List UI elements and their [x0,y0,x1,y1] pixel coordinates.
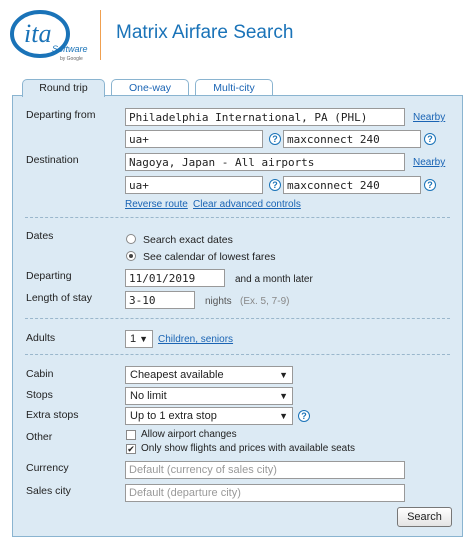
reverse-route-link[interactable]: Reverse route [125,199,188,210]
length-of-stay-example: (Ex. 5, 7-9) [240,296,290,307]
destination-label: Destination [26,154,79,166]
section-divider [25,354,450,355]
length-of-stay-unit: nights [205,296,232,307]
chevron-down-icon: ▼ [279,411,288,421]
available-seats-checkbox[interactable]: ✔ [127,444,135,454]
section-divider [25,318,450,319]
stops-select-value: No limit [130,390,167,402]
destination-connections-input[interactable] [283,176,421,194]
destination-carrier-help-icon[interactable]: ? [269,179,281,191]
currency-label: Currency [26,462,69,474]
cabin-select-value: Cheapest available [130,369,224,381]
tab-multi-city[interactable]: Multi-city [195,79,273,96]
sales-city-label: Sales city [26,485,71,497]
search-button[interactable]: Search [397,507,452,527]
chevron-down-icon: ▼ [139,334,148,344]
destination-nearby-link[interactable]: Nearby [413,157,446,168]
adults-select[interactable] [125,330,153,348]
departing-connections-input[interactable] [283,130,421,148]
allow-airport-changes-checkbox[interactable] [126,430,136,440]
length-of-stay-input[interactable] [125,291,195,309]
departing-carrier-help-icon[interactable]: ? [269,133,281,145]
destination-input[interactable] [125,153,405,171]
cabin-select[interactable] [125,366,293,384]
search-exact-dates-label: Search exact dates [143,234,233,246]
departing-from-label: Departing from [26,109,96,121]
allow-airport-changes-label: Allow airport changes [141,429,237,440]
chevron-down-icon: ▼ [279,391,288,401]
length-of-stay-label: Length of stay [26,292,92,304]
adults-select-value: 1 [130,333,137,345]
sales-city-input[interactable] [125,484,405,502]
departing-from-input[interactable] [125,108,405,126]
available-seats-label: Only show flights and prices with available seats [141,443,355,454]
header-divider [100,10,101,60]
ita-software-logo [8,8,88,64]
extra-stops-help-icon[interactable]: ? [298,410,310,422]
departing-carrier-input[interactable] [125,130,263,148]
clear-advanced-controls-link[interactable]: Clear advanced controls [193,199,301,210]
other-label: Other [26,431,53,443]
departing-date-suffix: and a month later [235,274,313,285]
departing-date-input[interactable] [125,269,225,287]
extra-stops-label: Extra stops [26,409,79,421]
logo-graphic [8,8,88,64]
logo-by-google-text: by Google [60,56,83,62]
departing-connections-help-icon[interactable]: ? [424,133,436,145]
destination-carrier-input[interactable] [125,176,263,194]
departing-nearby-link[interactable]: Nearby [413,112,446,123]
calendar-lowest-fares-label: See calendar of lowest fares [143,251,276,263]
currency-input[interactable] [125,461,405,479]
stops-select[interactable] [125,387,293,405]
adults-label: Adults [26,332,56,344]
logo-ita-text: ita [24,19,52,48]
tab-one-way[interactable]: One-way [111,79,189,96]
section-divider [25,217,450,218]
calendar-lowest-fares-radio[interactable] [126,251,136,261]
children-seniors-link[interactable]: Children, seniors [158,334,234,345]
stops-label: Stops [26,389,53,401]
extra-stops-select-value: Up to 1 extra stop [130,410,217,422]
page-title: Matrix Airfare Search [116,22,294,43]
extra-stops-select[interactable] [125,407,293,425]
logo-software-text: Software [52,44,88,54]
dates-label: Dates [26,230,54,242]
destination-connections-help-icon[interactable]: ? [424,179,436,191]
search-form-panel [12,95,463,537]
search-exact-dates-radio[interactable] [126,234,136,244]
cabin-label: Cabin [26,368,54,380]
chevron-down-icon: ▼ [279,370,288,380]
tab-round-trip[interactable]: Round trip [22,79,105,97]
departing-date-label: Departing [26,270,72,282]
